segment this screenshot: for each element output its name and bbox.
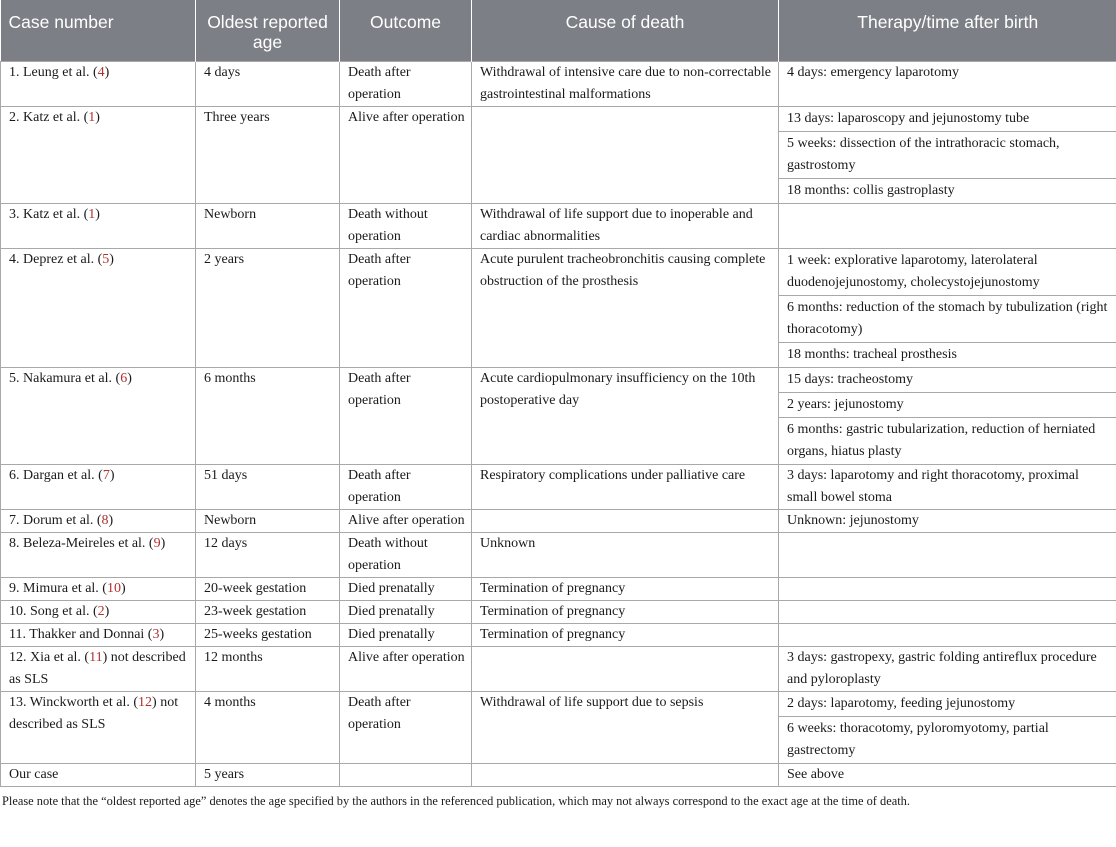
case-label-suffix: ) — [109, 251, 114, 267]
reference-number: 1 — [88, 206, 96, 222]
therapy-cell: 18 months: tracheal prosthesis — [779, 342, 1116, 367]
therapy-cell — [779, 203, 1116, 248]
therapy-cell — [779, 532, 1116, 577]
table-row — [1, 532, 1116, 577]
therapy-cell — [779, 577, 1116, 600]
table-body — [1, 61, 1116, 786]
cause-cell: Respiratory complications under palliative care — [472, 464, 779, 509]
reference-number: 6 — [120, 370, 128, 386]
table-row — [1, 464, 1116, 509]
case-cell — [1, 61, 196, 106]
cause-cell: Withdrawal of life support due to inoperable and cardiac abnormalities — [472, 203, 779, 248]
header-oldest-age: Oldest reported age — [196, 0, 340, 61]
age-cell: 4 days — [196, 61, 340, 106]
age-cell: 12 days — [196, 532, 340, 577]
cause-cell: Withdrawal of life support due to sepsis — [472, 691, 779, 763]
case-label-suffix: ) — [109, 467, 115, 483]
reference-number: 8 — [101, 512, 109, 528]
outcome-cell: Death after operation — [340, 464, 472, 509]
table-row — [1, 106, 1116, 131]
age-cell: 51 days — [196, 464, 340, 509]
case-label-suffix: ) — [95, 206, 100, 222]
case-label-suffix: ) — [120, 580, 126, 596]
case-label: 5. Nakamura et al. ( — [9, 370, 121, 386]
therapy-cell: See above — [779, 763, 1116, 786]
outcome-cell: Died prenatally — [340, 577, 472, 600]
case-cell — [1, 367, 196, 464]
outcome-cell: Death without operation — [340, 203, 472, 248]
reference-number: 1 — [88, 109, 96, 125]
header-outcome: Outcome — [340, 0, 472, 61]
outcome-cell — [340, 763, 472, 786]
age-cell: 20-week gestation — [196, 577, 340, 600]
reference-number: 12 — [138, 694, 153, 710]
therapy-cell: 2 days: laparotomy, feeding jejunostomy — [779, 691, 1116, 716]
therapy-cell: 3 days: gastropexy, gastric folding antireflux procedure and pyloroplasty — [779, 646, 1116, 691]
outcome-cell: Died prenatally — [340, 600, 472, 623]
age-cell: 2 years — [196, 248, 340, 367]
outcome-cell: Death after operation — [340, 61, 472, 106]
table-row — [1, 509, 1116, 532]
table-row — [1, 763, 1116, 786]
case-cell — [1, 646, 196, 691]
table-footnote: Please note that the “oldest reported age” denotes the age specified by the authors in the referenced publication, which may not always correspond to the exact age at the time of death. — [2, 793, 910, 808]
outcome-cell: Death after operation — [340, 691, 472, 763]
case-cell — [1, 623, 196, 646]
therapy-cell — [779, 623, 1116, 646]
age-cell: Newborn — [196, 203, 340, 248]
reference-number: 2 — [97, 603, 105, 619]
reference-number: 10 — [106, 580, 121, 596]
table-row — [1, 367, 1116, 392]
case-cell — [1, 532, 196, 577]
reference-number: 3 — [152, 626, 160, 642]
case-cell — [1, 763, 196, 786]
case-label: 6. Dargan et al. ( — [9, 467, 103, 483]
case-label: 2. Katz et al. ( — [9, 109, 89, 125]
cause-cell — [472, 763, 779, 786]
case-label-suffix: ) — [95, 109, 100, 125]
case-cell — [1, 600, 196, 623]
case-label-suffix: ) — [104, 603, 110, 619]
age-cell: 6 months — [196, 367, 340, 464]
case-cell — [1, 464, 196, 509]
reference-number: 5 — [102, 251, 110, 267]
case-cell — [1, 577, 196, 600]
table-header-row — [1, 0, 1116, 61]
case-label-suffix: ) — [160, 535, 166, 551]
case-label: 1. Leung et al. ( — [9, 64, 98, 80]
cause-cell: Termination of pregnancy — [472, 577, 779, 600]
case-label-suffix: ) — [108, 512, 114, 528]
cause-cell — [472, 509, 779, 532]
therapy-cell: 3 days: laparotomy and right thoracotomy, proximal small bowel stoma — [779, 464, 1116, 509]
table-row — [1, 646, 1116, 691]
outcome-cell: Alive after operation — [340, 646, 472, 691]
table-row — [1, 203, 1116, 248]
outcome-cell: Alive after operation — [340, 106, 472, 203]
age-cell: 25-weeks gestation — [196, 623, 340, 646]
case-label: 9. Mimura et al. ( — [9, 580, 107, 596]
case-label: 7. Dorum et al. ( — [9, 512, 102, 528]
case-cell — [1, 203, 196, 248]
cause-cell: Acute purulent tracheobronchitis causing complete obstruction of the prosthesis — [472, 248, 779, 367]
case-label: 3. Katz et al. ( — [9, 206, 89, 222]
age-cell: Newborn — [196, 509, 340, 532]
reference-number: 7 — [102, 467, 110, 483]
table-row — [1, 61, 1116, 106]
case-label: Our case — [9, 766, 59, 782]
therapy-cell: 15 days: tracheostomy — [779, 367, 1116, 392]
case-label: 4. Deprez et al. ( — [9, 251, 103, 267]
case-label: 8. Beleza-Meireles et al. ( — [9, 535, 154, 551]
outcome-cell: Death after operation — [340, 367, 472, 464]
outcome-cell: Died prenatally — [340, 623, 472, 646]
header-therapy: Therapy/time after birth — [779, 0, 1116, 61]
case-label: 12. Xia et al. ( — [9, 649, 90, 665]
outcome-cell: Alive after operation — [340, 509, 472, 532]
table-row — [1, 577, 1116, 600]
cause-cell: Acute cardiopulmonary insufficiency on the 10th postoperative day — [472, 367, 779, 464]
therapy-cell: 13 days: laparoscopy and jejunostomy tube — [779, 106, 1116, 131]
therapy-cell: 6 months: reduction of the stomach by tubulization (right thoracotomy) — [779, 295, 1116, 342]
case-label-suffix: ) not described as SLS — [9, 694, 179, 732]
therapy-cell: Unknown: jejunostomy — [779, 509, 1116, 532]
age-cell: 23-week gestation — [196, 600, 340, 623]
therapy-cell — [779, 600, 1116, 623]
therapy-cell: 5 weeks: dissection of the intrathoracic stomach, gastrostomy — [779, 131, 1116, 178]
outcome-cell: Death without operation — [340, 532, 472, 577]
therapy-cell: 18 months: collis gastroplasty — [779, 178, 1116, 203]
case-cell — [1, 248, 196, 367]
therapy-cell: 6 months: gastric tubularization, reduction of herniated organs, hiatus plasty — [779, 417, 1116, 464]
case-cell — [1, 691, 196, 763]
cause-cell: Withdrawal of intensive care due to non-correctable gastrointestinal malformations — [472, 61, 779, 106]
table-row — [1, 248, 1116, 295]
age-cell: 12 months — [196, 646, 340, 691]
case-label-suffix: ) not described as SLS — [9, 649, 186, 687]
cause-cell: Termination of pregnancy — [472, 600, 779, 623]
case-cell — [1, 509, 196, 532]
cause-cell — [472, 646, 779, 691]
case-label: 11. Thakker and Donnai ( — [9, 626, 153, 642]
age-cell: Three years — [196, 106, 340, 203]
therapy-cell: 6 weeks: thoracotomy, pyloromyotomy, partial gastrectomy — [779, 716, 1116, 763]
case-label-suffix: ) — [104, 64, 110, 80]
outcome-cell: Death after operation — [340, 248, 472, 367]
table-row — [1, 623, 1116, 646]
reference-number: 9 — [153, 535, 161, 551]
table-row — [1, 691, 1116, 716]
age-cell: 5 years — [196, 763, 340, 786]
therapy-cell: 4 days: emergency laparotomy — [779, 61, 1116, 106]
reference-number: 4 — [97, 64, 105, 80]
header-cause-of-death: Cause of death — [472, 0, 779, 61]
therapy-cell: 1 week: explorative laparotomy, laterolateral duodenojejunostomy, cholecystojejunostomy — [779, 248, 1116, 295]
therapy-cell: 2 years: jejunostomy — [779, 392, 1116, 417]
cause-cell: Termination of pregnancy — [472, 623, 779, 646]
case-cell — [1, 106, 196, 203]
case-label-suffix: ) — [159, 626, 165, 642]
header-case-number: Case number — [1, 0, 196, 61]
age-cell: 4 months — [196, 691, 340, 763]
reference-number: 11 — [89, 649, 103, 665]
cause-cell: Unknown — [472, 532, 779, 577]
cause-cell — [472, 106, 779, 203]
case-label: 13. Winckworth et al. ( — [9, 694, 139, 710]
case-label: 10. Song et al. ( — [9, 603, 98, 619]
case-label-suffix: ) — [127, 370, 132, 386]
table-row — [1, 600, 1116, 623]
